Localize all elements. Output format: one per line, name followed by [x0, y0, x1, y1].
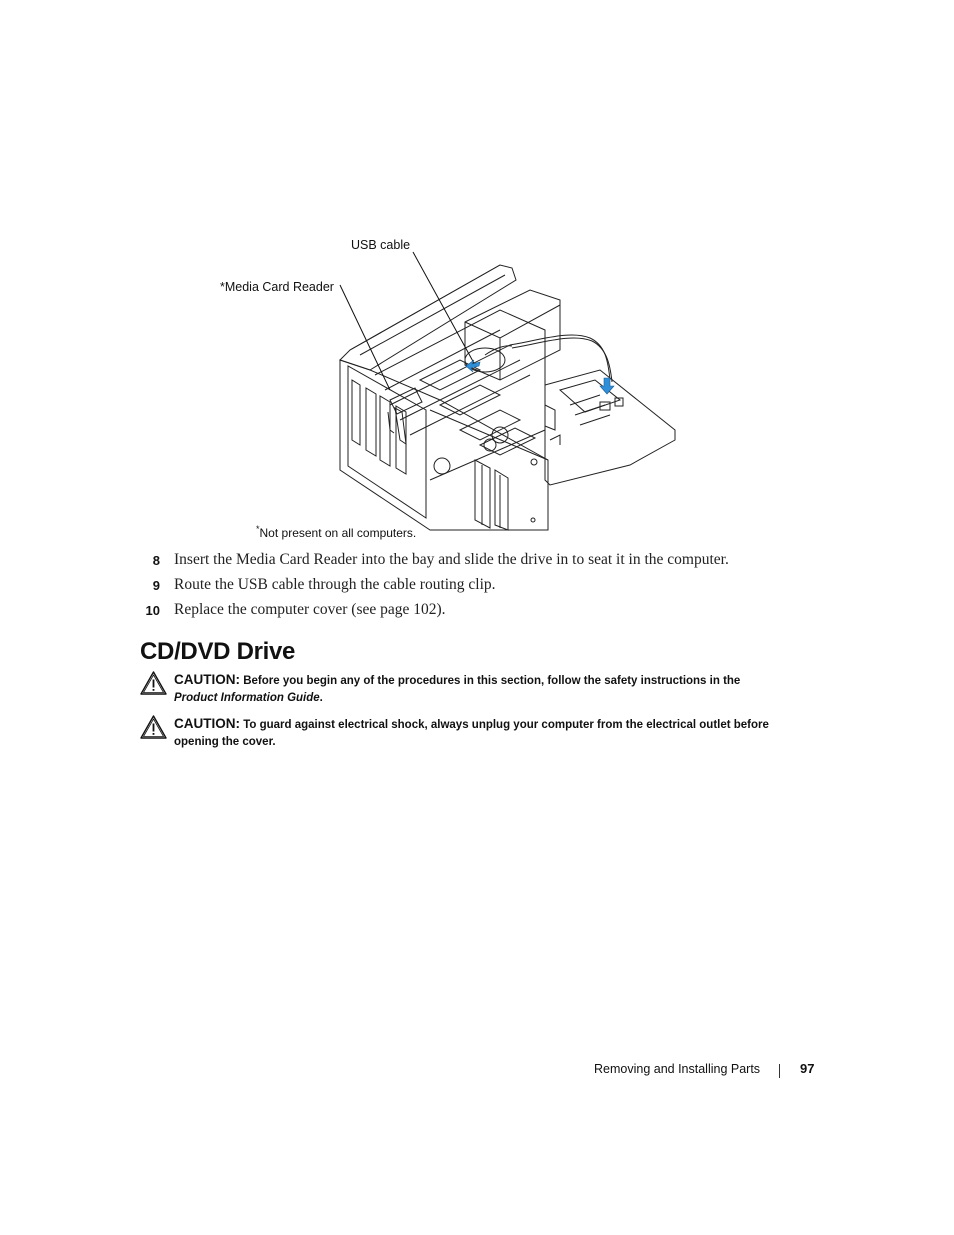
caution-emphasis: Product Information Guide: [174, 692, 320, 704]
footer-section-name: Removing and Installing Parts: [594, 1062, 761, 1076]
caution-message: Before you begin any of the procedures in this section, follow the safety instructions in the: [240, 675, 741, 687]
section-title: CD/DVD Drive: [140, 638, 296, 665]
step-text: Route the USB cable through the cable routing clip.: [174, 576, 496, 593]
caution-label: CAUTION:: [174, 672, 240, 687]
figure-footnote: [256, 524, 416, 540]
warning-triangle-icon: [140, 671, 167, 695]
step-text: Replace the computer cover (see page 102).: [174, 601, 446, 618]
step-number: 8: [152, 553, 160, 568]
caution-tail: .: [319, 692, 323, 704]
footnote-marker: *: [256, 524, 260, 534]
warning-triangle-icon: [140, 715, 167, 739]
footnote-text: Not present on all computers.: [259, 526, 417, 540]
caution-label: CAUTION:: [174, 716, 240, 731]
page-number: 97: [800, 1061, 815, 1076]
step-text: Insert the Media Card Reader into the bay and slide the drive in to seat it in the computer.: [174, 551, 729, 568]
caution-message: To guard against electrical shock, always unplug your computer from the electrical outlet before opening the cover.: [174, 719, 769, 748]
footer-divider: [779, 1064, 780, 1078]
computer-illustration: [200, 230, 700, 550]
caution-text: [174, 715, 784, 751]
usb-cable-callout: USB cable: [351, 238, 411, 252]
step-number: 10: [145, 603, 160, 618]
caution-text: [174, 671, 784, 707]
step-number: 9: [152, 578, 160, 593]
computer-figure: [200, 230, 700, 550]
media-card-reader-callout: *Media Card Reader: [220, 280, 334, 294]
